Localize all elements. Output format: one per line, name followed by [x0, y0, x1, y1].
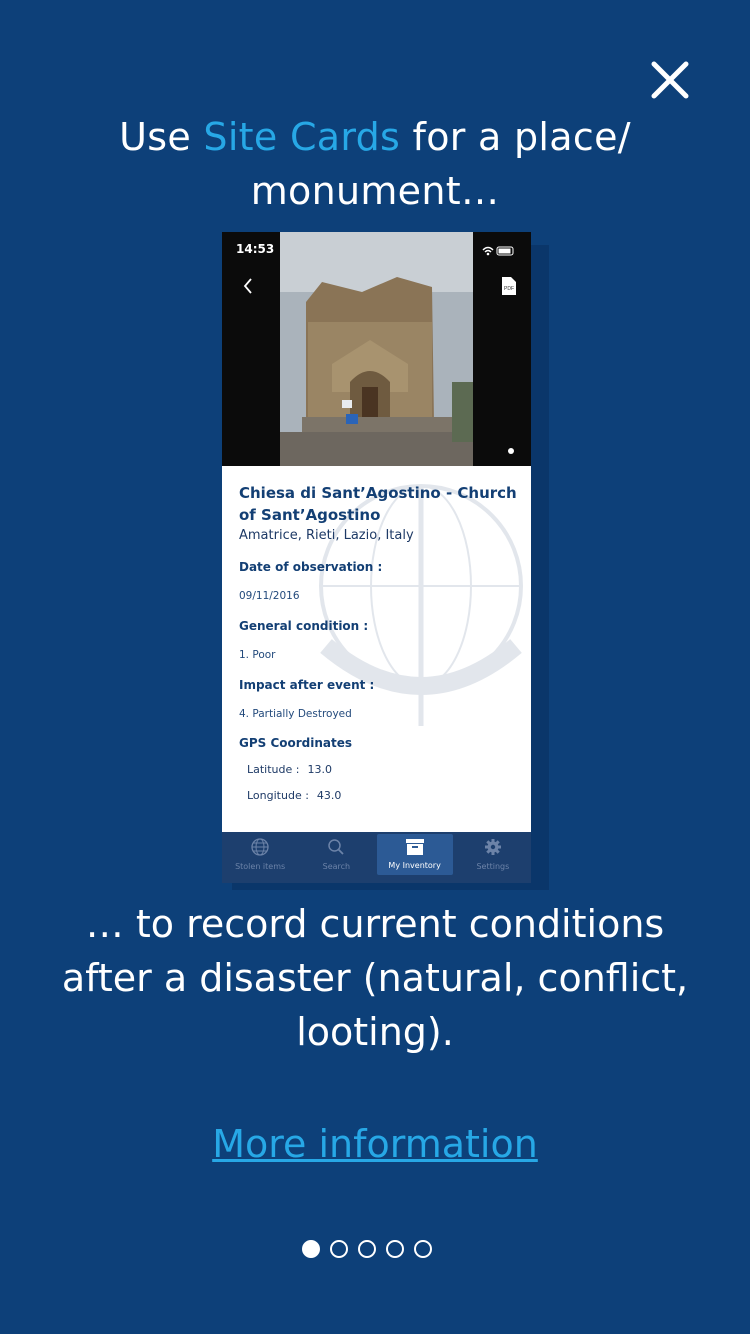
- photo-page-dot: [508, 448, 514, 454]
- close-icon: [646, 56, 694, 104]
- gear-icon: [484, 838, 502, 856]
- longitude-value: 43.0: [316, 789, 342, 802]
- headline-prefix: Use: [119, 115, 204, 159]
- page-dot-2[interactable]: [330, 1240, 348, 1258]
- page-indicator: [302, 1240, 432, 1258]
- pdf-icon: [501, 276, 517, 300]
- inventory-box-icon: [405, 838, 425, 856]
- tab-label: My Inventory: [388, 861, 441, 870]
- tab-settings: [455, 832, 531, 883]
- status-icons: [481, 242, 517, 261]
- pdf-badge-text: PDF: [504, 286, 514, 292]
- page-dot-5[interactable]: [414, 1240, 432, 1258]
- tab-label: Stolen items: [235, 862, 286, 871]
- tab-label: Settings: [476, 862, 510, 871]
- page-dot-4[interactable]: [386, 1240, 404, 1258]
- gps-label: GPS Coordinates: [239, 736, 353, 750]
- status-time: 14:53: [236, 242, 275, 256]
- onboarding-headline: [60, 110, 690, 218]
- tab-bar: [222, 832, 531, 883]
- church-photo-image: [222, 232, 531, 466]
- tab-search: [298, 832, 374, 883]
- longitude-label: Longitude :: [247, 789, 309, 802]
- close-button[interactable]: [646, 56, 694, 104]
- tab-my-inventory: [377, 834, 453, 875]
- condition-value: 1. Poor: [239, 649, 276, 661]
- date-value: 09/11/2016: [239, 590, 300, 602]
- site-location: Amatrice, Rieti, Lazio, Italy: [239, 528, 414, 543]
- page-dot-3[interactable]: [358, 1240, 376, 1258]
- longitude-row: [247, 789, 341, 802]
- church-photo: [222, 232, 531, 466]
- headline-suffix: for a place/ monument…: [250, 115, 631, 213]
- globe-icon: [251, 838, 269, 856]
- condition-label: General condition :: [239, 619, 369, 633]
- app-screenshot: [222, 232, 531, 883]
- impact-value: 4. Partially Destroyed: [239, 708, 352, 720]
- back-chevron-icon: [242, 276, 254, 300]
- search-icon: [327, 838, 345, 856]
- page-dot-1[interactable]: [302, 1240, 320, 1258]
- tab-label: Search: [322, 862, 351, 871]
- latitude-value: 13.0: [307, 763, 332, 776]
- latitude-label: Latitude :: [247, 763, 300, 776]
- date-label: Date of observation :: [239, 560, 383, 574]
- site-card: [222, 466, 531, 832]
- latitude-row: [247, 763, 332, 776]
- impact-label: Impact after event :: [239, 678, 375, 692]
- onboarding-body-text: … to record current conditions after a disaster (natural, conflict, looting).: [61, 902, 689, 1054]
- headline-highlight: Site Cards: [203, 115, 401, 159]
- tab-stolen-items: [222, 832, 298, 883]
- more-information-link[interactable]: More information: [212, 1122, 538, 1166]
- wifi-battery-icon: [481, 245, 517, 257]
- site-title: Chiesa di Sant’Agostino - Church of Sant’Agostino: [239, 484, 517, 524]
